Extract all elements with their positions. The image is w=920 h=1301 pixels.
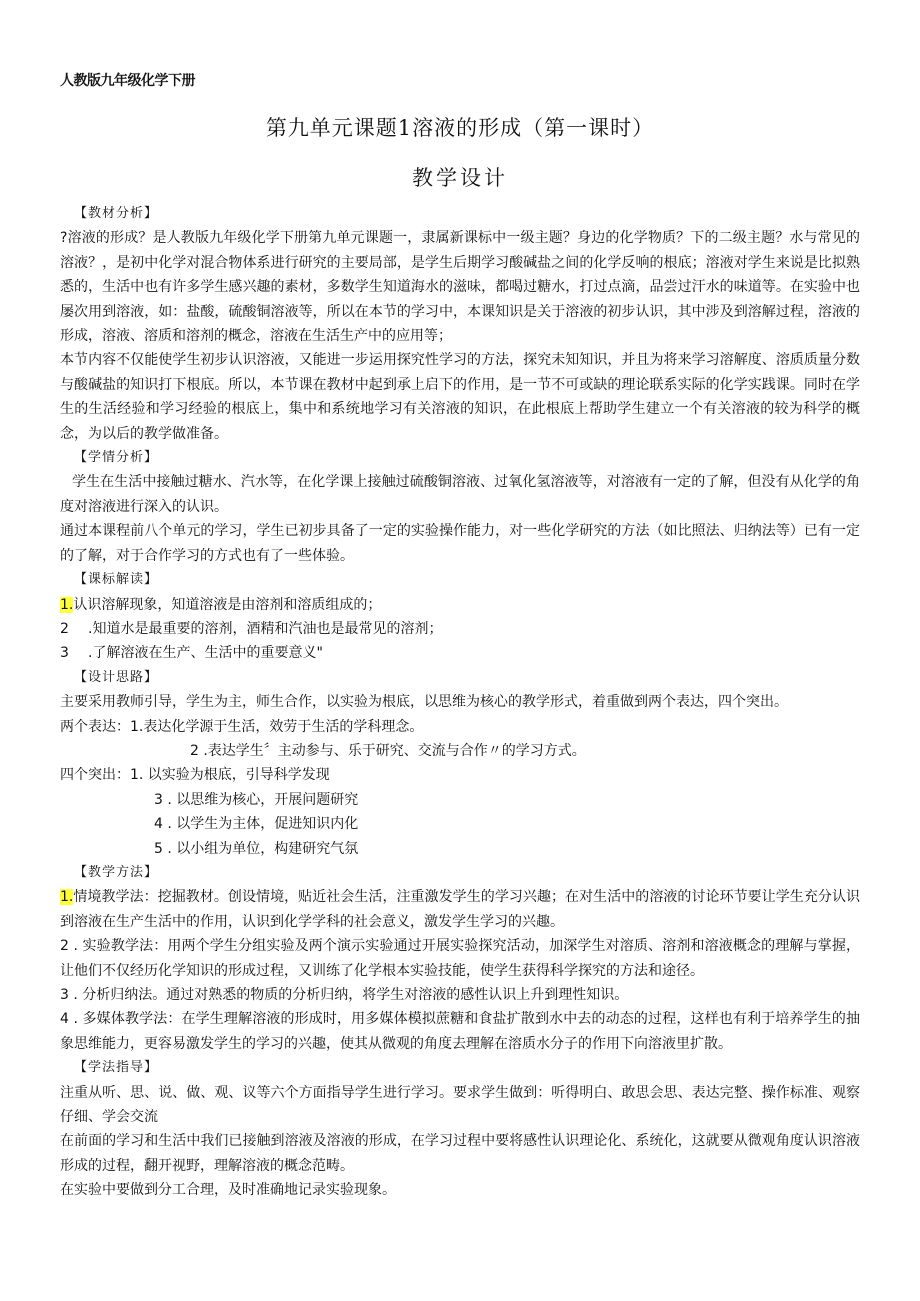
standard-item	[60, 617, 860, 641]
learning-paragraph-1: 注重从听、思、说、做、观、议等六个方面指导学生进行学习。要求学生做到：听得明白、敢思会思、表达完整、操作标准、观察仔细、学会交流	[60, 1084, 860, 1126]
section-heading-standard: 【课标解读】	[74, 572, 159, 588]
item-text: .了解溶液在生产、生活中的重要意义"	[88, 645, 323, 662]
section-heading-material: 【教材分析】	[74, 206, 159, 221]
item-text: . 多媒体教学法：在学生理解溶液的形成时，用多媒体模拟蔗糖和食盐扩散到水中去的动态的过程，这样也有利于培养学生的抽象思维能力，更容易激发学生的学习的兴趣，使其从微观的角度去理解在溶质水分子的作用下向溶液里扩散。	[60, 1011, 860, 1052]
methods-item	[60, 934, 860, 983]
material-paragraph-1: ?溶液的形成？是人教版九年级化学下册第九单元课题一，隶属新课标中一级主题？身边的化学物质？下的二级主题？水与常见的溶液？，是初中化学对混合物体系进行研究的主要局部，是学生后期学习酸碱盐之间的化学反响的根底；溶液对学生来说是比拟熟悉的，生活中也有许多学生感兴趣的素材，多数学生知道海水的滋味，都喝过糖水，打过点滴，品尝过汗水的味道等。在实验中也屡次用到溶液，如：盐酸，硫酸铜溶液等，所以在本节的学习中，本课知识是关于溶液的初步认识，其中涉及到溶解过程，溶液的形成，溶液、溶质和溶剂的概念，溶液在生活生产中的应用等；	[60, 230, 860, 345]
standard-item	[60, 641, 860, 665]
document-subtitle: 教学设计	[412, 166, 508, 190]
section-heading-design: 【设计思路】	[74, 669, 159, 685]
material-paragraph-2: 本节内容不仅能使学生初步认识溶液，又能进一步运用探究性学习的方法，探究未知知识，并且为将来学习溶解度、溶质质量分数与酸碱盐的知识打下根底。所以，本节课在教材中起到承上启下的作用，是一节不可或缺的理论联系实际的化学实践课。同时在学生的生活经验和学习经验的根底上，集中和系统地学习有关溶液的知识，在此根底上帮助学生建立一个有关溶液的较为科学的概念，为以后的教学做准备。	[60, 352, 860, 442]
document-body	[60, 202, 860, 1203]
learning-paragraph-2: 在前面的学习和生活中我们已接触到溶液及溶液的形成，在学习过程中要将感性认识理论化、系统化，这就要从微观角度认识溶液形成的过程，翻开视野，理解溶液的概念范畴。	[60, 1133, 860, 1174]
design-four-item: 1. 以实验为根底，引导科学发现	[130, 767, 330, 784]
design-intro: 主要采用教师引导，学生为主，师生合作，以实验为根底，以思维为核心的教学形式，着重做到两个表达，四个突出。	[60, 694, 788, 711]
header-note: 人教版九年级化学下册	[60, 73, 195, 89]
item-number: 2	[60, 938, 69, 955]
design-four-item: 4 . 以学生为主体，促进知识内化	[154, 816, 359, 833]
design-two-line-1	[60, 715, 860, 739]
item-text: 情境教学法：挖掘教材。创设情境，贴近社会生活，注重激发学生的学习兴趣；在对生活中的溶液的讨论环节要让学生充分认识到溶液在生产生活中的作用，认识到化学学科的社会意义，激发学生学习的兴趣。	[60, 889, 860, 930]
design-four-item: 5 . 以小组为单位，构建研究气氛	[154, 840, 359, 857]
item-number: 3	[60, 645, 69, 662]
design-two-item: 1.表达化学源于生活，效劳于生活的学科理念。	[130, 718, 424, 735]
document-title: 第九单元课题1溶液的形成（第一课时）	[265, 116, 655, 140]
section-heading-students: 【学情分析】	[74, 450, 159, 466]
section-heading-methods: 【教学方法】	[74, 864, 159, 880]
item-text: . 分析归纳法。通过对熟悉的物质的分析归纳，将学生对溶液的感性认识上升到理性知识。	[68, 987, 629, 1003]
standard-item	[60, 593, 860, 617]
methods-item	[60, 885, 860, 934]
item-text: 认识溶解现象，知道溶液是由溶剂和溶质组成的；	[73, 596, 382, 613]
design-two-label: 两个表达：	[60, 718, 130, 735]
item-number: 1.	[60, 596, 74, 613]
item-number: 3	[60, 987, 69, 1003]
methods-item	[60, 1007, 860, 1056]
students-paragraph-2: 通过本课程前八个单元的学习，学生已初步具备了一定的实验操作能力，对一些化学研究的方法（如比照法、归纳法等）已有一定的了解，对于合作学习的方式也有了一些体验。	[60, 523, 860, 564]
item-text: .知道水是最重要的溶剂，酒精和汽油也是最常见的溶剂；	[88, 620, 443, 637]
design-four-item: 3 . 以思维为核心，开展问题研究	[154, 791, 359, 808]
learning-paragraph-3: 在实验中要做到分工合理，及时准确地记录实验现象。	[60, 1182, 396, 1199]
item-number: 4	[60, 1011, 69, 1028]
students-paragraph-1: 学生在生活中接触过糖水、汽水等，在化学课上接触过硫酸铜溶液、过氧化氢溶液等，对溶液有一定的了解，但没有从化学的角度对溶液进行深入的认识。	[60, 474, 860, 515]
design-four-line-1	[60, 763, 860, 787]
item-number: 2	[60, 620, 69, 637]
item-text: . 实验教学法：用两个学生分组实验及两个演示实验通过开展实验探究活动，加深学生对溶质、溶剂和溶液概念的理解与掌握，让他们不仅经历化学知识的形成过程，又训练了化学根本实验技能，使学生获得科学探究的方法和途径。	[60, 938, 860, 979]
design-two-item: 2 .表达学生〞主动参与、乐于研究、交流与合作〃的学习方式。	[190, 742, 586, 759]
item-number: 1.	[60, 889, 74, 906]
methods-item	[60, 983, 860, 1007]
design-four-label: 四个突出：	[60, 767, 130, 784]
section-heading-learning: 【学法指导】	[74, 1060, 159, 1076]
